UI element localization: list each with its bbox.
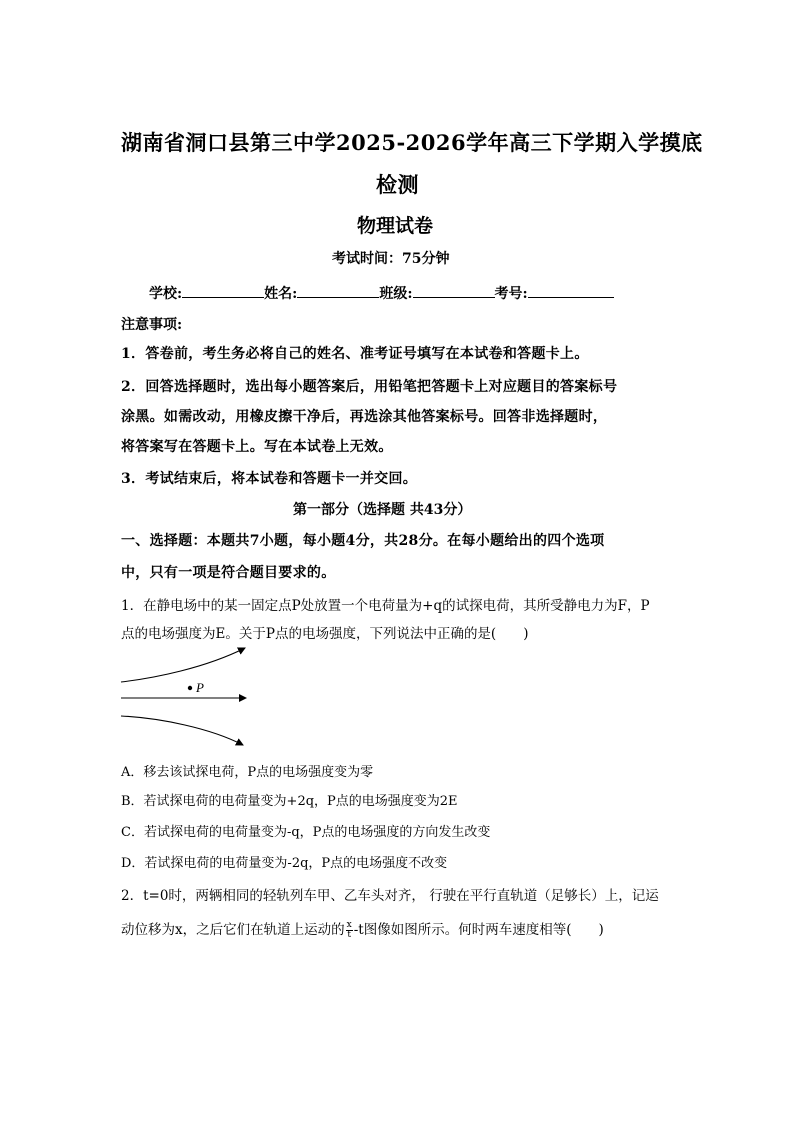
name-blank (297, 283, 379, 298)
q1-option-a: A．移去该试探电荷，P点的电场强度变为零 (121, 765, 374, 780)
x-over-t-fraction (346, 921, 353, 940)
section-line-1: 一、选择题：本题共7小题，每小题4分，共28分。在每小题给出的四个选项 (121, 533, 605, 549)
school-blank (182, 283, 264, 298)
number-blank (528, 283, 614, 298)
exam-time: 考试时间：75分钟 (332, 251, 450, 267)
fraction-numerator: x (346, 920, 352, 930)
field-line-upper (121, 648, 245, 682)
subject-title: 物理试卷 (357, 215, 434, 237)
point-p-label: P (196, 680, 204, 695)
name-label: 姓名: (264, 286, 298, 302)
q2-stem-line-2 (121, 918, 604, 940)
field-line-lower (121, 716, 243, 745)
q2-stem-line-2-end: -t图像如图所示。何时两车速度相等( ) (353, 922, 604, 938)
electric-field-figure (115, 640, 255, 752)
notice-item-2-line-2: 涂黑。如需改动，用橡皮擦干净后，再选涂其他答案标号。回答非选择题时， (121, 409, 608, 425)
notice-heading: 注意事项: (121, 317, 183, 333)
part1-heading: 第一部分（选择题 共43分） (293, 502, 472, 518)
info-fields-row (149, 283, 614, 303)
q1-option-b: B．若试探电荷的电荷量变为+2q，P点的电场强度变为2E (121, 794, 458, 809)
class-label: 班级: (379, 286, 413, 302)
notice-item-3: 3．考试结束后，将本试卷和答题卡一并交回。 (121, 471, 418, 487)
notice-item-1: 1．答卷前，考生务必将自己的姓名、准考证号填写在本试卷和答题卡上。 (121, 346, 589, 362)
title-line-1: 湖南省洞口县第三中学2025-2026学年高三下学期入学摸底 (121, 130, 703, 155)
notice-item-2-line-1: 2．回答选择题时，选出每小题答案后，用铅笔把答题卡上对应题目的答案标号 (121, 379, 618, 395)
q1-option-c: C．若试探电荷的电荷量变为-q，P点的电场强度的方向发生改变 (121, 825, 491, 840)
notice-item-2-line-3: 将答案写在答题卡上。写在本试卷上无效。 (121, 439, 393, 455)
q2-stem-line-2-start: 动位移为x，之后它们在轨道上运动的 (121, 922, 345, 938)
q1-stem-line-1: 1．在静电场中的某一固定点P处放置一个电荷量为+q的试探电荷，其所受静电力为F，P (121, 598, 650, 614)
school-label: 学校: (149, 286, 183, 302)
title-line-2: 检测 (376, 172, 419, 197)
q1-stem-line-2: 点的电场强度为E。关于P点的电场强度，下列说法中正确的是( ) (121, 626, 529, 642)
section-line-2: 中，只有一项是符合题目要求的。 (121, 565, 336, 581)
q2-stem-line-1: 2．t=0时，两辆相同的轻轨列车甲、乙车头对齐， 行驶在平行直轨道（足够长）上，记运 (121, 888, 659, 904)
point-p-dot (188, 686, 192, 690)
fraction-denominator: t (347, 930, 351, 940)
q1-option-d: D．若试探电荷的电荷量变为-2q，P点的电场强度不改变 (121, 856, 448, 871)
number-label: 考号: (494, 286, 528, 302)
class-blank (413, 283, 495, 298)
